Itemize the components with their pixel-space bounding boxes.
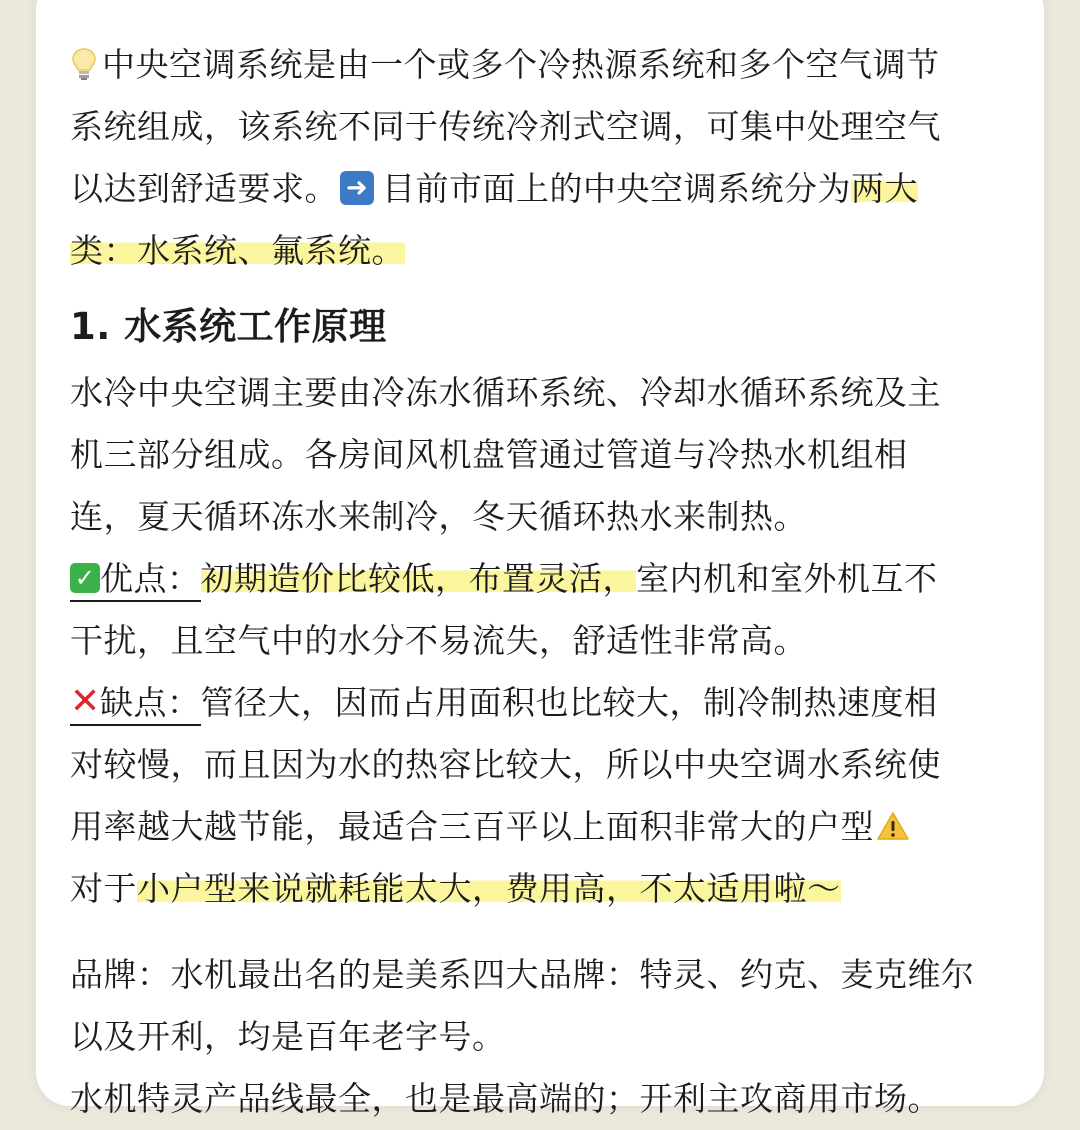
warning-icon [876, 811, 910, 841]
intro-text-2: 系统组成，该系统不同于传统冷剂式空调，可集中处理空气 [70, 107, 941, 146]
pros-text-2: 干扰，且空气中的水分不易流失，舒适性非常高。 [70, 621, 807, 660]
pros-line-2 [70, 610, 1030, 672]
intro-line-2 [70, 96, 1030, 158]
brand-line-2 [70, 1006, 1030, 1068]
spacer [70, 920, 1030, 944]
pros-highlight: 初期造价比较低，布置灵活， [200, 559, 636, 598]
cons-text-2: 对较慢，而且因为水的热容比较大，所以中央空调水系统使 [70, 745, 941, 784]
pros-text-1: 室内机和室外机互不 [636, 559, 938, 598]
cons-text-1: 管径大，因而占用面积也比较大，制冷制热速度相 [200, 683, 938, 722]
principle-text-1: 水冷中央空调主要由冷冻水循环系统、冷却水循环系统及主 [70, 373, 941, 412]
brand-text-2: 以及开利，均是百年老字号。 [70, 1017, 506, 1056]
cons-label: 缺点： [100, 683, 201, 722]
cons-line-4 [70, 858, 1030, 920]
right-arrow-icon: ➜ [340, 171, 374, 205]
section-heading: 1. 水系统工作原理 [70, 305, 387, 348]
brand-line-3 [70, 1068, 1030, 1130]
principle-text-3: 连，夏天循环冻水来制冷，冬天循环热水来制热。 [70, 497, 807, 536]
brand-text-3: 水机特灵产品线最全，也是最高端的；开利主攻商用市场。 [70, 1079, 941, 1118]
intro-line-4 [70, 220, 1030, 282]
lightbulb-icon [70, 47, 98, 81]
cons-line-3 [70, 796, 1030, 858]
intro-text-1: 中央空调系统是由一个或多个冷热源系统和多个空气调节 [102, 45, 940, 84]
pros-label-group [70, 559, 201, 602]
cons-text-4: 对于 [70, 869, 137, 908]
intro-highlight-1: 两大 [851, 169, 918, 208]
brand-text-1: 品牌：水机最出名的是美系四大品牌：特灵、约克、麦克维尔 [70, 955, 975, 994]
principle-text-2: 机三部分组成。各房间风机盘管通过管道与冷热水机组相 [70, 435, 908, 474]
pros-label: 优点： [100, 559, 201, 598]
check-mark-icon: ✓ [70, 563, 100, 593]
cons-label-group [70, 680, 201, 726]
cons-line-2 [70, 734, 1030, 796]
intro-text-3b: 目前市面上的中央空调系统分为 [382, 169, 851, 208]
pros-line-1 [70, 548, 1030, 610]
cross-mark-icon: ✕ [70, 680, 101, 722]
cons-text-3: 用率越大越节能，最适合三百平以上面积非常大的户型 [70, 807, 874, 846]
article-content [70, 34, 1030, 1130]
principle-line-1 [70, 362, 1030, 424]
cons-line-1 [70, 672, 1030, 734]
intro-text-3a: 以达到舒适要求。 [70, 169, 338, 208]
brand-line-1 [70, 944, 1030, 1006]
principle-line-2 [70, 424, 1030, 486]
intro-line-1 [70, 34, 1030, 96]
intro-highlight-2: 类：水系统、氟系统。 [70, 231, 405, 270]
intro-line-3 [70, 158, 1030, 220]
principle-line-3 [70, 486, 1030, 548]
cons-highlight: 小户型来说就耗能太大，费用高，不太适用啦～ [137, 869, 841, 908]
